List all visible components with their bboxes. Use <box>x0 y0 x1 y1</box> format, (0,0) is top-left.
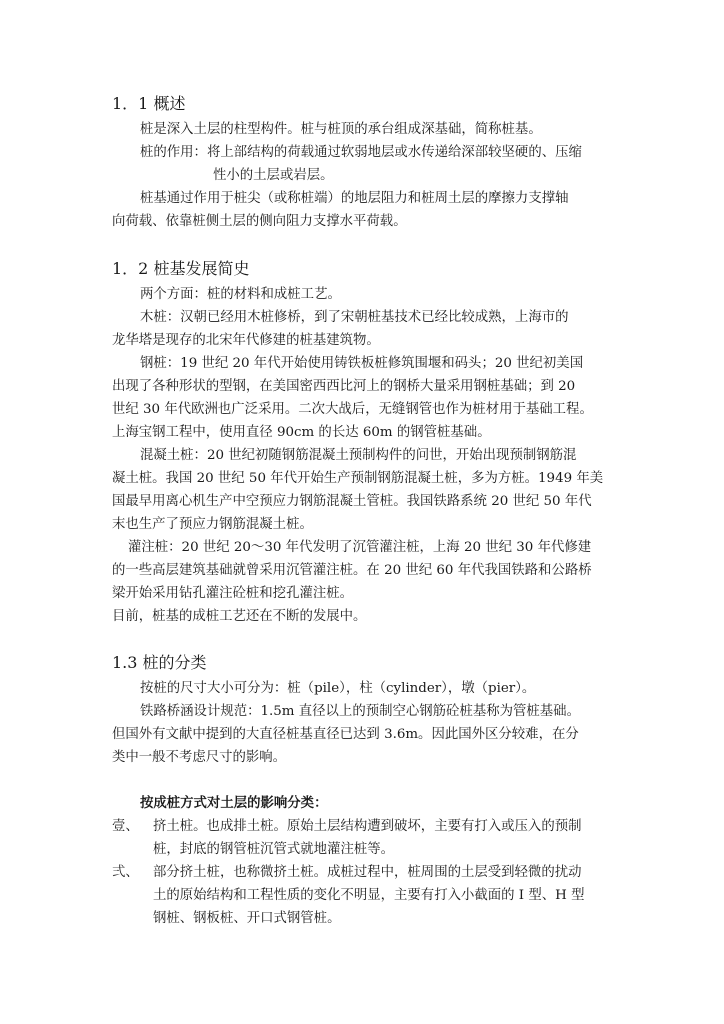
paragraph-line: 木桩：汉朝已经用木桩修桥，到了宋朝桩基技术已经比较成熟，上海市的 <box>140 310 569 325</box>
paragraph-line: 混凝土桩：20 世纪初随钢筋混凝土预制构件的问世，开始出现预制钢筋混 <box>140 448 577 463</box>
paragraph-line: 灌注桩：20 世纪 20～30 年代发明了沉管灌注桩，上海 20 世纪 30 年代修建 <box>128 540 592 555</box>
paragraph-line: 目前，桩基的成桩工艺还在不断的发展中。 <box>112 609 367 624</box>
list-item-line: 部分挤土桩，也称微挤土桩。成桩过程中，桩周围的土层受到轻微的扰动 <box>153 865 582 880</box>
paragraph-line: 性小的土层或岩层。 <box>213 168 334 183</box>
list-item-number: 壹、 <box>112 819 139 834</box>
paragraph-line: 的一些高层建筑基础就曾采用沉管灌注桩。在 20 世纪 60 年代我国铁路和公路桥 <box>112 563 592 578</box>
paragraph-line: 桩的作用：将上部结构的荷载通过软弱地层或水传递给深部较坚硬的、压缩 <box>140 145 582 160</box>
paragraph-line: 钢桩：19 世纪 20 年代开始使用铸铁板桩修筑围堰和码头；20 世纪初美国 <box>140 356 584 371</box>
section-heading-history: 1．2 桩基发展简史 <box>112 259 250 278</box>
list-item-line: 钢桩、钢板桩、开口式钢管桩。 <box>153 911 341 926</box>
list-item-number: 弍、 <box>112 865 139 880</box>
section-heading-classification: 1.3 桩的分类 <box>112 653 207 672</box>
list-item-line: 挤土桩。也成排土桩。原始土层结构遭到破坏，主要有打入或压入的预制 <box>153 819 582 834</box>
paragraph-line: 梁开始采用钻孔灌注砼桩和挖孔灌注桩。 <box>112 586 354 601</box>
paragraph-line: 龙华塔是现存的北宋年代修建的桩基建筑物。 <box>112 333 380 348</box>
paragraph-line: 两个方面：桩的材料和成桩工艺。 <box>140 287 341 302</box>
bold-subtitle: 按成桩方式对土层的影响分类： <box>140 795 328 811</box>
paragraph-line: 但国外有文献中提到的大直径桩基直径已达到 3.6m。因此国外区分较难，在分 <box>112 727 579 742</box>
paragraph-line: 向荷载、依靠桩侧土层的侧向阻力支撑水平荷载。 <box>112 214 407 229</box>
paragraph-line: 上海宝钢工程中，使用直径 90cm 的长达 60m 的钢管桩基础。 <box>112 425 491 440</box>
section-heading-overview: 1．1 概述 <box>112 94 186 113</box>
paragraph-line: 铁路桥涵设计规范：1.5m 直径以上的预制空心钢筋砼桩基称为管桩基础。 <box>140 704 580 719</box>
paragraph-line: 类中一般不考虑尺寸的影响。 <box>112 750 287 765</box>
paragraph-line: 国最早用离心机生产中空预应力钢筋混凝土管桩。我国铁路系统 20 世纪 50 年代 <box>112 494 592 509</box>
paragraph-line: 出现了各种形状的型钢，在美国密西西比河上的钢桥大量采用钢桩基础；到 20 <box>112 379 576 394</box>
paragraph-line: 末也生产了预应力钢筋混凝土桩。 <box>112 517 313 532</box>
paragraph-line: 桩基通过作用于桩尖（或称桩端）的地层阻力和桩周土层的摩擦力支撑轴 <box>140 191 569 206</box>
list-item-line: 桩，封底的钢管桩沉管式就地灌注桩等。 <box>153 842 395 857</box>
paragraph-line: 按桩的尺寸大小可分为：桩（pile），柱（cylinder），墩（pier）。 <box>140 681 536 696</box>
paragraph-line: 桩是深入土层的柱型构件。桩与桩顶的承台组成深基础，简称桩基。 <box>140 122 542 137</box>
paragraph-line: 世纪 30 年代欧洲也广泛采用。二次大战后，无缝钢管也作为桩材用于基础工程。 <box>112 402 593 417</box>
list-item-line: 土的原始结构和工程性质的变化不明显，主要有打入小截面的 I 型、H 型 <box>153 888 585 903</box>
paragraph-line: 凝土桩。我国 20 世纪 50 年代开始生产预制钢筋混凝土桩，多为方桩。1949 年美 <box>112 471 604 486</box>
